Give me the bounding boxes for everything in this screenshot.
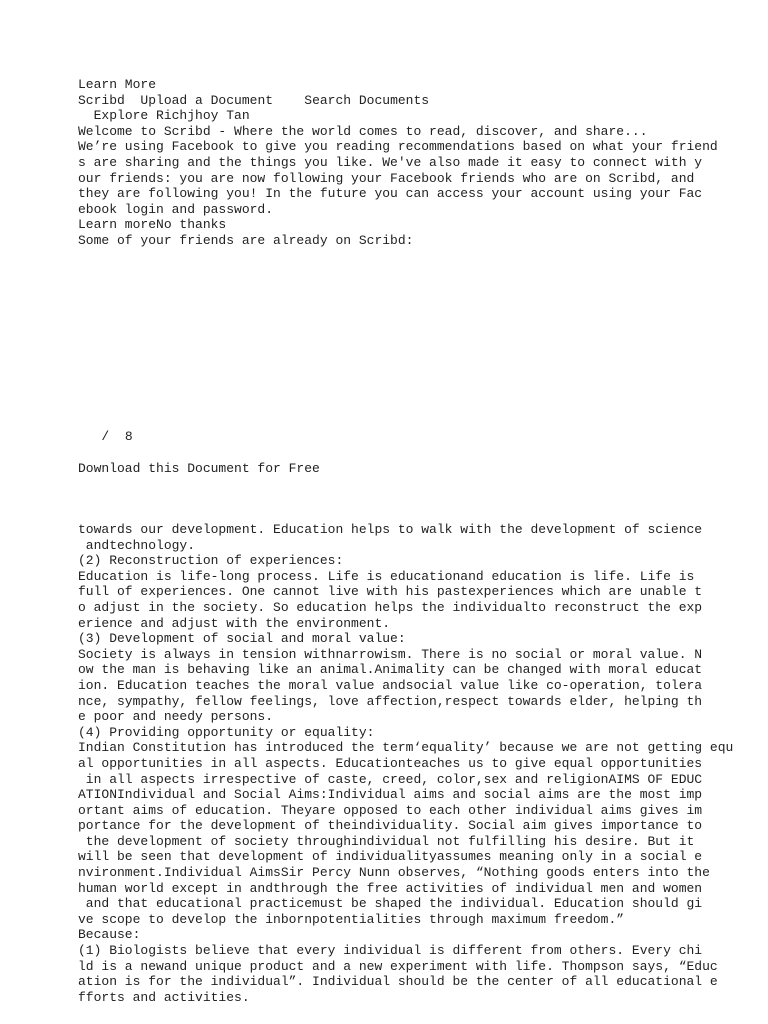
- section-heading: Because:: [78, 927, 141, 943]
- document-text: [78, 522, 768, 1005]
- no-thanks-link[interactable]: No thanks: [156, 217, 227, 233]
- document-line: nvironment.Individual AimsSir Percy Nunn observes, “Nothing goods enters into the: [78, 865, 710, 881]
- document-line: ld is a newand unique product and a new experiment with life. Thompson says, “Educ: [78, 958, 718, 974]
- facebook-message-line: our friends: you are now following your Facebook friends who are on Scribd, and: [78, 170, 695, 186]
- section-heading: (3) Development of social and moral value:: [78, 631, 406, 647]
- document-line: in all aspects irrespective of caste, creed, color,sex and religionAIMS OF EDUC: [78, 771, 703, 787]
- document-line: ion. Education teaches the moral value andsocial value like co-operation, tolera: [78, 677, 703, 693]
- document-line: ATIONIndividual and Social Aims:Individual aims and social aims are the most imp: [78, 787, 703, 803]
- learn-more-link[interactable]: Learn More: [78, 77, 157, 92]
- document-line: erience and adjust with the environment.: [78, 615, 391, 631]
- explore-link[interactable]: Explore: [93, 108, 149, 124]
- document-line: and that educational practicemust be shaped the individual. Education should gi: [78, 896, 703, 912]
- friends-heading: Some of your friends are already on Scribd:: [78, 232, 414, 248]
- document-line: full of experiences. One cannot live with his pastexperiences which are unable t: [78, 584, 703, 600]
- section-heading: (4) Providing opportunity or equality:: [78, 724, 375, 740]
- document-line: ortant aims of education. Theyare opposed to each other individual aims gives im: [78, 802, 703, 818]
- document-line: (1) Biologists believe that every individual is different from others. Every chi: [78, 943, 703, 959]
- upload-document-link[interactable]: Upload a Document: [140, 92, 274, 108]
- scribd-header: [78, 77, 768, 249]
- document-line: al opportunities in all aspects. Educationteaches us to give equal opportunities: [78, 755, 703, 771]
- document-line: andtechnology.: [78, 537, 196, 553]
- facebook-message-line: We’re using Facebook to give you reading recommendations based on what your friend: [78, 139, 718, 155]
- document-line: ow the man is behaving like an animal.Animality can be changed with moral educat: [78, 662, 703, 678]
- search-documents-link[interactable]: Search Documents: [304, 92, 430, 108]
- section-heading: (2) Reconstruction of experiences:: [78, 553, 344, 569]
- document-line: ation is for the individual”. Individual should be the center of all educational e: [78, 974, 718, 990]
- page-separator: /: [101, 429, 110, 444]
- download-section: [78, 461, 768, 477]
- welcome-message: Welcome to Scribd - Where the world comes to read, discover, and share...: [78, 123, 648, 139]
- document-line: Education is life-long process. Life is educationand education is life. Life is: [78, 568, 695, 584]
- facebook-message-line: ebook login and password.: [78, 201, 274, 217]
- facebook-message-line: s are sharing and the things you like. We've also made it easy to connect with y: [78, 154, 703, 170]
- document-line: o adjust in the society. So education helps the individualto reconstruct the exp: [78, 599, 703, 615]
- document-line: Indian Constitution has introduced the term‘equality’ because we are not getting equ: [78, 740, 734, 756]
- document-line: Society is always in tension withnarrowism. There is no social or moral value. N: [78, 646, 703, 662]
- download-document-link[interactable]: Download this Document for Free: [78, 461, 320, 476]
- document-line: e poor and needy persons.: [78, 709, 274, 725]
- document-line: portance for the development of theindividuality. Social aim gives importance to: [78, 818, 703, 834]
- document-line: human world except in andthrough the free activities of individual men and women: [78, 880, 703, 896]
- document-line: will be seen that development of individualityassumes meaning only in a social e: [78, 849, 703, 865]
- page-counter: [78, 429, 768, 445]
- document-line: ve scope to develop the inbornpotentialities through maximum freedom.”: [78, 911, 625, 927]
- total-pages: 8: [124, 429, 133, 444]
- scribd-logo-link[interactable]: Scribd: [78, 92, 125, 108]
- document-line: nce, sympathy, fellow feelings, love affection,respect towards elder, helping th: [78, 693, 703, 709]
- user-profile-link[interactable]: Richjhoy Tan: [156, 108, 250, 124]
- document-line: the development of society throughindividual not fulfilling his desire. But it: [78, 833, 695, 849]
- document-line: fforts and activities.: [78, 989, 250, 1005]
- facebook-message-line: they are following you! In the future you can access your account using your Fac: [78, 186, 703, 202]
- document-line: towards our development. Education helps to walk with the development of science: [78, 522, 703, 537]
- facebook-learn-more-link[interactable]: Learn more: [78, 217, 157, 233]
